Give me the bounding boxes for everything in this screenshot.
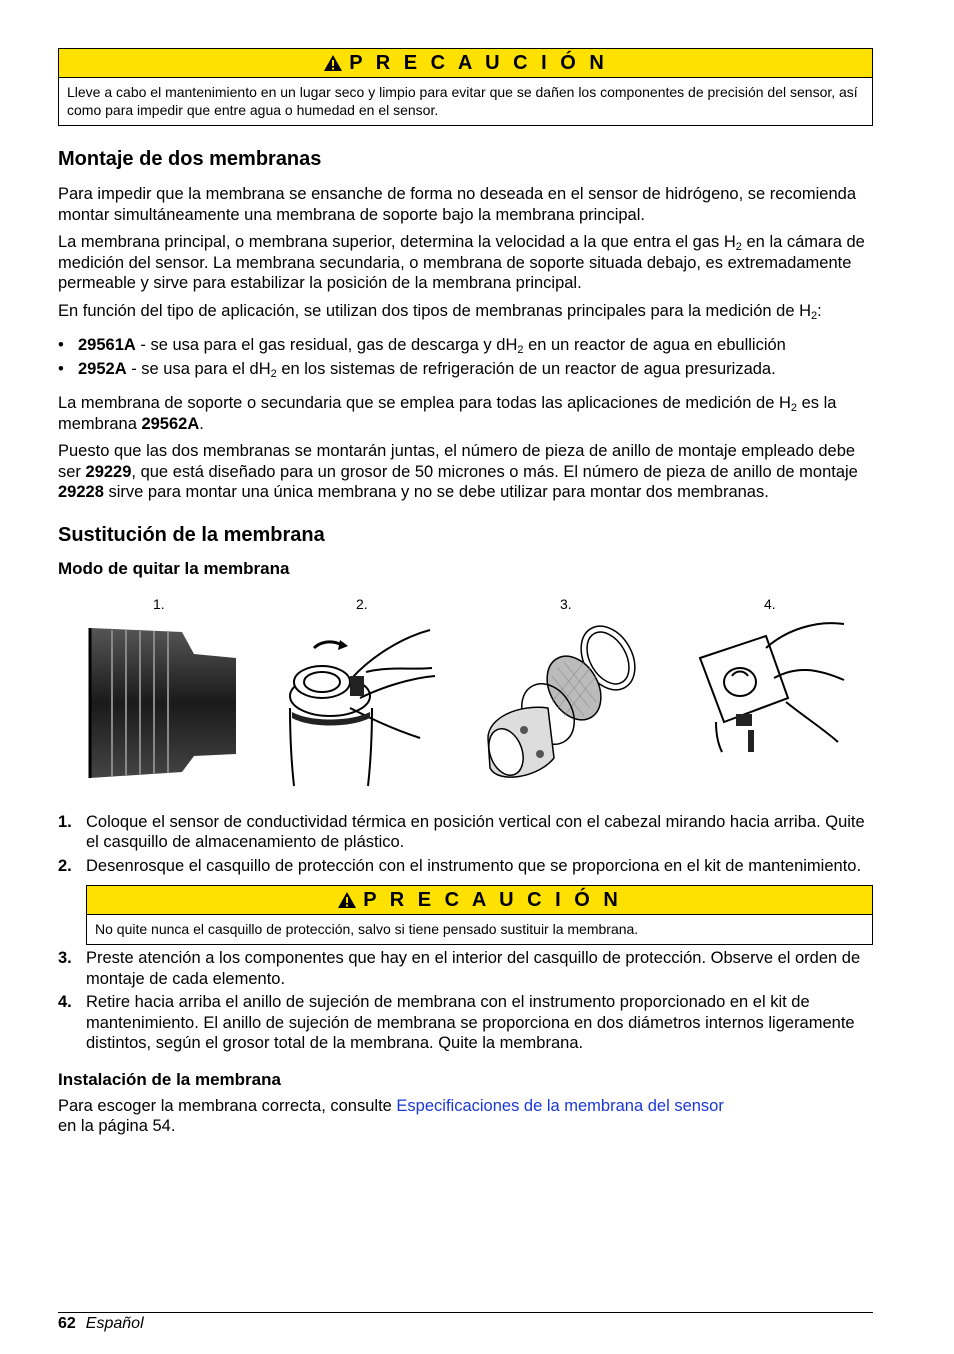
paragraph: Para escoger la membrana correcta, consulte Especificaciones de la membrana del sensor en la página 54.: [58, 1096, 724, 1135]
paragraph: Puesto que las dos membranas se montarán juntas, el número de pieza de anillo de montaje empleado debe ser 29229, que está diseñado para un grosor de 50 micrones o más. El número de pieza de anillo de montaje 29228 sirve para montar una única membrana y no se debe utilizar para montar dos membranas.: [58, 442, 858, 501]
figure-row: [58, 596, 873, 806]
caution-text: No quite nunca el casquillo de protección, salvo si tiene pensado sustituir la membrana.: [95, 921, 639, 937]
caution-text: Lleve a cabo el mantenimiento en un lugar seco y limpio para evitar que se dañen los componentes de precisión del sensor, así como para impedir que entre agua o humedad en el sensor.: [67, 84, 858, 118]
figure-label: 4.: [764, 595, 776, 612]
footer-language: Español: [85, 1315, 144, 1332]
figure-label: 2.: [356, 595, 368, 612]
caution-title: P R E C A U C I Ó N: [349, 51, 608, 74]
steps-list: [58, 948, 873, 1054]
subheading-quitar: Modo de quitar la membrana: [58, 558, 290, 578]
list-item: • 2952A - se usa para el $dH_2$ en los sistemas de refrigeración de un reactor de agua presurizada.: [58, 359, 776, 380]
warning-triangle-icon: [337, 891, 357, 909]
page-number: 62: [58, 1315, 76, 1332]
figure-label: 1.: [153, 595, 165, 612]
list-item: • 29561A - se usa para el gas residual, gas de descarga y $dH_2$ en un reactor de agua en ebullición: [58, 336, 786, 356]
list-item: 3. Preste atención a los componentes que hay en el interior del casquillo de protección. Observe el orden de montaje de cada elemento.: [58, 949, 861, 988]
caution-box: [86, 885, 873, 945]
bullet-list: [58, 335, 873, 379]
caution-header: [59, 49, 872, 78]
page-footer: [58, 1312, 873, 1333]
membrane-specs-link[interactable]: Especificaciones de la membrana del sensor: [396, 1096, 724, 1115]
paragraph: La membrana principal, o membrana superior, determina la velocidad a la que entra el gas $H_2$ en la cámara de medición del sensor. La membrana secundaria, o membrana de soporte situada debajo, es extremadamente permeable y sirve para estabilizar la posición de la membrana principal.: [58, 233, 865, 292]
paragraph: La membrana de soporte o secundaria que se emplea para todas las aplicaciones de medición de $H_2$ es la membrana 29562A.: [58, 394, 837, 433]
unscrew-cap-illustration: [280, 618, 440, 788]
list-item: 2. Desenrosque el casquillo de protección con el instrumento que se proporciona en el kit de mantenimiento.: [58, 856, 862, 875]
sensor-body-illustration: [82, 618, 238, 778]
section-heading-sustitucion: Sustitución de la membrana: [58, 523, 325, 546]
list-item: 4. Retire hacia arriba el anillo de sujeción de membrana con el instrumento proporcionado en el kit de mantenimiento. El anillo de sujeción de membrana se proporciona en dos diámetros internos ligeramente distintos, según el grosor total de la membrana. Quite la membrana.: [58, 993, 855, 1052]
steps-list: [58, 812, 873, 877]
paragraph: Para impedir que la membrana se ensanche de forma no deseada en el sensor de hidrógeno, se recomienda montar simultáneamente una membrana de soporte bajo la membrana principal.: [58, 185, 856, 224]
section-heading-montaje: Montaje de dos membranas: [58, 148, 322, 170]
figure-label: 3.: [560, 595, 572, 612]
list-item: 1. Coloque el sensor de conductividad térmica en posición vertical con el cabezal mirando hacia arriba. Quite el casquillo de almacenamiento de plástico.: [58, 812, 865, 851]
remove-ring-illustration: [696, 618, 846, 758]
warning-triangle-icon: [323, 54, 343, 72]
caution-box: [58, 48, 873, 126]
caution-header: [87, 886, 872, 915]
paragraph: En función del tipo de aplicación, se utilizan dos tipos de membranas principales para la medición de $H_2$:: [58, 301, 822, 322]
caution-title: P R E C A U C I Ó N: [363, 888, 622, 911]
exploded-parts-illustration: [478, 618, 638, 790]
page-content: [58, 48, 873, 1137]
subheading-instalacion: Instalación de la membrana: [58, 1069, 281, 1089]
